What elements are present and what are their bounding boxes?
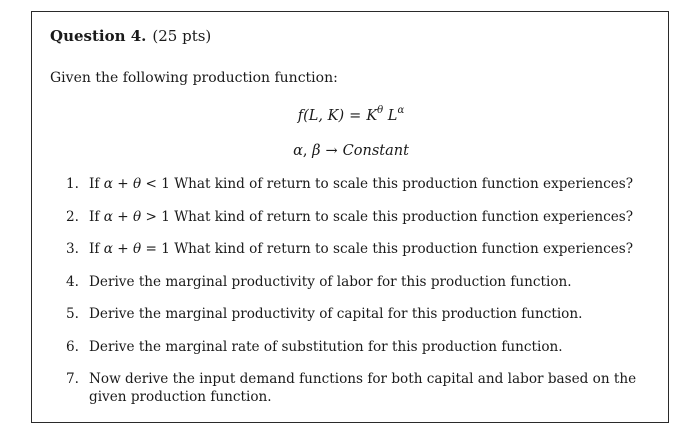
item-number: 6. bbox=[66, 338, 79, 355]
constants-line bbox=[32, 143, 670, 159]
item-prefix: If bbox=[89, 176, 100, 192]
item-text: What kind of return to scale this production function experiences? bbox=[174, 241, 634, 257]
question-box bbox=[31, 11, 669, 423]
item-prefix: If bbox=[89, 208, 100, 225]
cond-one: 1 bbox=[161, 176, 170, 192]
equation-theta-exponent: θ bbox=[377, 105, 384, 116]
const-beta: β bbox=[312, 143, 321, 159]
production-function-equation bbox=[32, 105, 670, 124]
item-number: 2. bbox=[66, 208, 79, 225]
cond-alpha: α bbox=[103, 176, 113, 192]
item-text: What kind of return to scale this production function experiences? bbox=[174, 208, 634, 225]
list-item bbox=[66, 240, 666, 258]
intro-text: Given the following production function: bbox=[50, 70, 338, 86]
const-comma: , bbox=[302, 143, 308, 159]
equation-equals: = bbox=[349, 108, 362, 124]
list-item bbox=[66, 175, 666, 193]
cond-relation: = bbox=[145, 241, 157, 257]
const-word: Constant bbox=[342, 143, 409, 159]
cond-alpha: α bbox=[103, 241, 113, 257]
item-text: Derive the marginal productivity of labor for this production function. bbox=[89, 273, 572, 290]
cond-plus: + bbox=[117, 241, 129, 257]
equation-L: L bbox=[387, 108, 398, 124]
item-text: Derive the marginal rate of substitution for this production function. bbox=[89, 338, 563, 355]
list-item bbox=[66, 273, 666, 291]
cond-one: 1 bbox=[161, 241, 170, 257]
const-alpha: α bbox=[293, 143, 303, 159]
cond-alpha: α bbox=[103, 208, 113, 225]
cond-theta: θ bbox=[132, 208, 142, 225]
item-text: Now derive the input demand functions for both capital and labor based on the given production function. bbox=[89, 371, 637, 405]
equation-lhs: f(L, K) bbox=[297, 108, 345, 124]
cond-relation: < bbox=[145, 176, 157, 192]
item-number: 7. bbox=[66, 371, 79, 387]
item-number: 1. bbox=[66, 176, 79, 192]
cond-theta: θ bbox=[132, 176, 142, 192]
question-list bbox=[66, 175, 666, 421]
cond-theta: θ bbox=[132, 241, 142, 257]
item-number: 3. bbox=[66, 241, 79, 257]
list-item bbox=[66, 338, 666, 356]
item-number: 4. bbox=[66, 273, 79, 290]
list-item bbox=[66, 305, 666, 323]
cond-one: 1 bbox=[161, 208, 170, 225]
cond-plus: + bbox=[117, 208, 129, 225]
cond-plus: + bbox=[117, 176, 129, 192]
const-arrow: → bbox=[325, 143, 338, 159]
question-label: Question 4. bbox=[50, 27, 147, 45]
item-number: 5. bbox=[66, 306, 79, 322]
list-item bbox=[66, 208, 666, 226]
equation-alpha-exponent: α bbox=[397, 105, 405, 116]
list-item bbox=[66, 370, 666, 406]
question-heading bbox=[50, 27, 211, 45]
item-prefix: If bbox=[89, 241, 100, 257]
cond-relation: > bbox=[145, 208, 157, 225]
item-text: What kind of return to scale this production function experiences? bbox=[174, 176, 634, 192]
equation-K: K bbox=[366, 108, 378, 124]
item-text: Derive the marginal productivity of capital for this production function. bbox=[89, 306, 583, 322]
question-points: (25 pts) bbox=[152, 27, 212, 45]
